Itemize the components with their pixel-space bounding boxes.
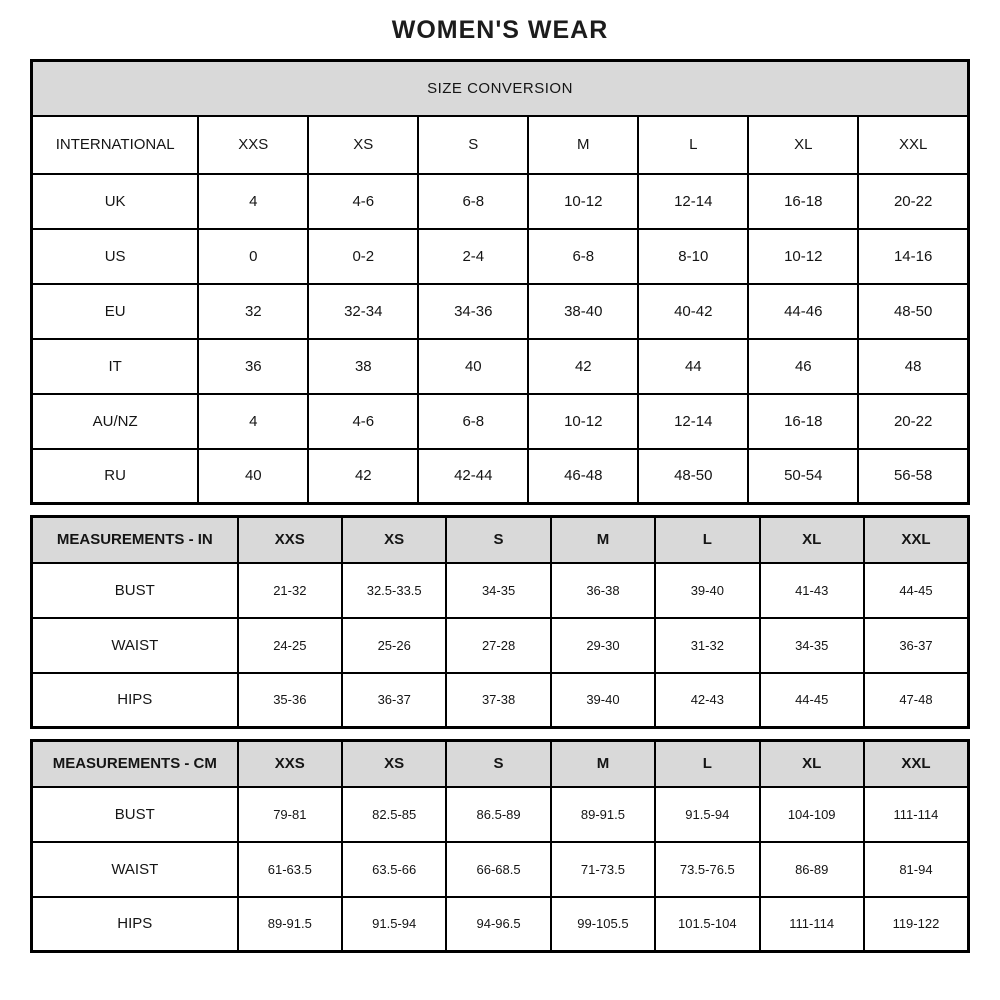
row-label: UK — [32, 174, 199, 229]
value-cell: 6-8 — [418, 394, 528, 449]
row-label: HIPS — [32, 673, 238, 728]
value-cell: 14-16 — [858, 229, 968, 284]
row-label: BUST — [32, 563, 238, 618]
value-cell: 44 — [638, 339, 748, 394]
value-cell: 111-114 — [760, 897, 864, 952]
size-column-header: XXS — [238, 741, 342, 787]
value-cell: 56-58 — [858, 449, 968, 504]
value-cell: 4-6 — [308, 174, 418, 229]
value-cell: 32-34 — [308, 284, 418, 339]
value-cell: 63.5-66 — [342, 842, 446, 897]
size-column-header: XS — [342, 517, 446, 563]
value-cell: 36 — [198, 339, 308, 394]
table-row — [32, 618, 969, 673]
size-column-header: XXS — [238, 517, 342, 563]
size-column-header: XL — [760, 741, 864, 787]
row-label: RU — [32, 449, 199, 504]
table-row — [32, 787, 969, 842]
value-cell: 91.5-94 — [655, 787, 759, 842]
value-cell: 61-63.5 — [238, 842, 342, 897]
value-cell: 38 — [308, 339, 418, 394]
value-cell: 20-22 — [858, 394, 968, 449]
value-cell: 66-68.5 — [446, 842, 550, 897]
value-cell: 42 — [308, 449, 418, 504]
size-column-header: XXS — [198, 116, 308, 174]
value-cell: 32 — [198, 284, 308, 339]
table-row — [32, 449, 969, 504]
value-cell: 0-2 — [308, 229, 418, 284]
value-cell: 94-96.5 — [446, 897, 550, 952]
value-cell: 12-14 — [638, 174, 748, 229]
value-cell: 99-105.5 — [551, 897, 655, 952]
row-label: US — [32, 229, 199, 284]
value-cell: 41-43 — [760, 563, 864, 618]
table-row — [32, 229, 969, 284]
value-cell: 16-18 — [748, 394, 858, 449]
value-cell: 21-32 — [238, 563, 342, 618]
row-label: EU — [32, 284, 199, 339]
value-cell: 50-54 — [748, 449, 858, 504]
table-row — [32, 673, 969, 728]
size-column-header: M — [551, 517, 655, 563]
size-column-header: XXL — [864, 517, 969, 563]
value-cell: 44-45 — [864, 563, 969, 618]
row-label: AU/NZ — [32, 394, 199, 449]
row-label: HIPS — [32, 897, 238, 952]
value-cell: 111-114 — [864, 787, 969, 842]
value-cell: 86.5-89 — [446, 787, 550, 842]
value-cell: 40-42 — [638, 284, 748, 339]
size-column-header: M — [528, 116, 638, 174]
size-column-header: S — [418, 116, 528, 174]
measurements-in-table — [30, 515, 970, 729]
size-column-header: S — [446, 741, 550, 787]
value-cell: 32.5-33.5 — [342, 563, 446, 618]
value-cell: 10-12 — [748, 229, 858, 284]
measurements-cm-table — [30, 739, 970, 953]
size-column-header: XS — [308, 116, 418, 174]
value-cell: 39-40 — [655, 563, 759, 618]
table-row — [32, 284, 969, 339]
value-cell: 48-50 — [858, 284, 968, 339]
value-cell: 10-12 — [528, 394, 638, 449]
table-title-cell: MEASUREMENTS - CM — [32, 741, 238, 787]
value-cell: 82.5-85 — [342, 787, 446, 842]
value-cell: 46 — [748, 339, 858, 394]
value-cell: 42-43 — [655, 673, 759, 728]
size-column-header: XL — [760, 517, 864, 563]
value-cell: 48 — [858, 339, 968, 394]
table-header-row — [32, 741, 969, 787]
table-title-cell: INTERNATIONAL — [32, 116, 199, 174]
table-banner: SIZE CONVERSION — [32, 61, 969, 116]
value-cell: 40 — [418, 339, 528, 394]
value-cell: 24-25 — [238, 618, 342, 673]
size-column-header: L — [655, 741, 759, 787]
table-title-cell: MEASUREMENTS - IN — [32, 517, 238, 563]
value-cell: 86-89 — [760, 842, 864, 897]
value-cell: 35-36 — [238, 673, 342, 728]
table-row — [32, 897, 969, 952]
value-cell: 39-40 — [551, 673, 655, 728]
table-row — [32, 339, 969, 394]
value-cell: 10-12 — [528, 174, 638, 229]
value-cell: 71-73.5 — [551, 842, 655, 897]
value-cell: 0 — [198, 229, 308, 284]
size-column-header: S — [446, 517, 550, 563]
table-row — [32, 394, 969, 449]
value-cell: 46-48 — [528, 449, 638, 504]
value-cell: 6-8 — [418, 174, 528, 229]
value-cell: 48-50 — [638, 449, 748, 504]
value-cell: 89-91.5 — [551, 787, 655, 842]
value-cell: 29-30 — [551, 618, 655, 673]
value-cell: 81-94 — [864, 842, 969, 897]
value-cell: 37-38 — [446, 673, 550, 728]
value-cell: 44-46 — [748, 284, 858, 339]
table-header-row — [32, 517, 969, 563]
value-cell: 42 — [528, 339, 638, 394]
value-cell: 79-81 — [238, 787, 342, 842]
value-cell: 25-26 — [342, 618, 446, 673]
value-cell: 89-91.5 — [238, 897, 342, 952]
value-cell: 34-35 — [446, 563, 550, 618]
value-cell: 44-45 — [760, 673, 864, 728]
value-cell: 119-122 — [864, 897, 969, 952]
row-label: IT — [32, 339, 199, 394]
table-row — [32, 174, 969, 229]
table-header-row — [32, 116, 969, 174]
value-cell: 38-40 — [528, 284, 638, 339]
row-label: WAIST — [32, 618, 238, 673]
value-cell: 31-32 — [655, 618, 759, 673]
value-cell: 4 — [198, 394, 308, 449]
size-column-header: L — [638, 116, 748, 174]
value-cell: 91.5-94 — [342, 897, 446, 952]
value-cell: 40 — [198, 449, 308, 504]
page-title: WOMEN'S WEAR — [391, 16, 609, 44]
value-cell: 101.5-104 — [655, 897, 759, 952]
size-column-header: XXL — [864, 741, 969, 787]
size-column-header: XL — [748, 116, 858, 174]
value-cell: 47-48 — [864, 673, 969, 728]
value-cell: 36-37 — [864, 618, 969, 673]
value-cell: 8-10 — [638, 229, 748, 284]
value-cell: 36-37 — [342, 673, 446, 728]
size-conversion-table — [30, 59, 970, 505]
value-cell: 2-4 — [418, 229, 528, 284]
value-cell: 4 — [198, 174, 308, 229]
value-cell: 73.5-76.5 — [655, 842, 759, 897]
table-banner-row — [32, 61, 969, 116]
size-column-header: M — [551, 741, 655, 787]
size-column-header: XS — [342, 741, 446, 787]
value-cell: 16-18 — [748, 174, 858, 229]
size-column-header: XXL — [858, 116, 968, 174]
value-cell: 34-35 — [760, 618, 864, 673]
value-cell: 6-8 — [528, 229, 638, 284]
value-cell: 27-28 — [446, 618, 550, 673]
row-label: BUST — [32, 787, 238, 842]
value-cell: 36-38 — [551, 563, 655, 618]
value-cell: 4-6 — [308, 394, 418, 449]
table-row — [32, 842, 969, 897]
table-row — [32, 563, 969, 618]
value-cell: 42-44 — [418, 449, 528, 504]
value-cell: 20-22 — [858, 174, 968, 229]
value-cell: 34-36 — [418, 284, 528, 339]
size-column-header: L — [655, 517, 759, 563]
value-cell: 104-109 — [760, 787, 864, 842]
row-label: WAIST — [32, 842, 238, 897]
value-cell: 12-14 — [638, 394, 748, 449]
